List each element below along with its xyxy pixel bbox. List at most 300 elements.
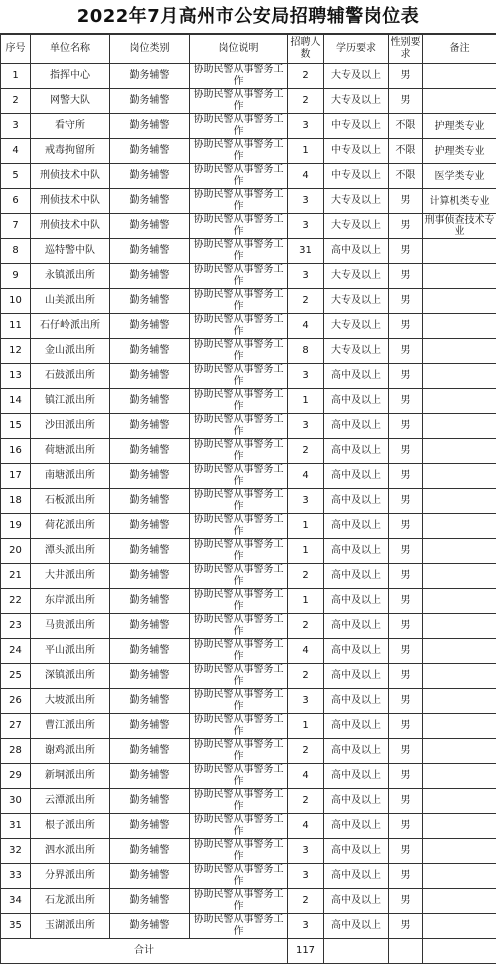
cell-unit: 石板派出所 — [31, 489, 110, 514]
cell-seq: 26 — [1, 689, 31, 714]
cell-education: 高中及以上 — [324, 889, 389, 914]
cell-description: 协助民警从事警务工作 — [190, 514, 288, 539]
cell-unit: 山美派出所 — [31, 289, 110, 314]
cell-education: 高中及以上 — [324, 439, 389, 464]
cell-education: 中专及以上 — [324, 114, 389, 139]
cell-unit: 石仔岭派出所 — [31, 314, 110, 339]
cell-note — [423, 864, 496, 889]
cell-category: 勤务辅警 — [110, 714, 190, 739]
cell-note — [423, 564, 496, 589]
cell-description: 协助民警从事警务工作 — [190, 239, 288, 264]
cell-category: 勤务辅警 — [110, 539, 190, 564]
cell-category: 勤务辅警 — [110, 239, 190, 264]
table-row — [1, 239, 496, 264]
cell-note — [423, 889, 496, 914]
header-count: 招聘人数 — [288, 35, 324, 64]
cell-description: 协助民警从事警务工作 — [190, 64, 288, 89]
cell-description: 协助民警从事警务工作 — [190, 289, 288, 314]
cell-description: 协助民警从事警务工作 — [190, 314, 288, 339]
header-education: 学历要求 — [324, 35, 389, 64]
cell-unit: 刑侦技术中队 — [31, 189, 110, 214]
cell-seq: 11 — [1, 314, 31, 339]
cell-category: 勤务辅警 — [110, 264, 190, 289]
cell-seq: 14 — [1, 389, 31, 414]
cell-unit: 新垌派出所 — [31, 764, 110, 789]
cell-gender: 男 — [389, 764, 423, 789]
cell-education: 高中及以上 — [324, 389, 389, 414]
cell-seq: 25 — [1, 664, 31, 689]
cell-seq: 19 — [1, 514, 31, 539]
cell-unit: 永镇派出所 — [31, 264, 110, 289]
cell-unit: 玉湖派出所 — [31, 914, 110, 939]
cell-education: 大专及以上 — [324, 89, 389, 114]
cell-note: 护理类专业 — [423, 139, 496, 164]
cell-unit: 平山派出所 — [31, 639, 110, 664]
cell-count: 3 — [288, 214, 324, 239]
total-empty-gender — [389, 939, 423, 964]
cell-unit: 刑侦技术中队 — [31, 164, 110, 189]
cell-education: 高中及以上 — [324, 764, 389, 789]
table-row — [1, 214, 496, 239]
cell-description: 协助民警从事警务工作 — [190, 889, 288, 914]
cell-education: 大专及以上 — [324, 264, 389, 289]
cell-gender: 男 — [389, 64, 423, 89]
cell-count: 3 — [288, 414, 324, 439]
cell-category: 勤务辅警 — [110, 789, 190, 814]
table-row — [1, 389, 496, 414]
cell-gender: 不限 — [389, 164, 423, 189]
cell-seq: 20 — [1, 539, 31, 564]
header-category: 岗位类别 — [110, 35, 190, 64]
cell-category: 勤务辅警 — [110, 89, 190, 114]
cell-description: 协助民警从事警务工作 — [190, 114, 288, 139]
cell-seq: 28 — [1, 739, 31, 764]
cell-count: 1 — [288, 139, 324, 164]
cell-unit: 潭头派出所 — [31, 539, 110, 564]
cell-category: 勤务辅警 — [110, 914, 190, 939]
cell-category: 勤务辅警 — [110, 614, 190, 639]
cell-count: 3 — [288, 914, 324, 939]
cell-note: 护理类专业 — [423, 114, 496, 139]
cell-seq: 15 — [1, 414, 31, 439]
cell-count: 3 — [288, 864, 324, 889]
cell-seq: 2 — [1, 89, 31, 114]
cell-description: 协助民警从事警务工作 — [190, 814, 288, 839]
cell-description: 协助民警从事警务工作 — [190, 664, 288, 689]
cell-seq: 7 — [1, 214, 31, 239]
cell-description: 协助民警从事警务工作 — [190, 214, 288, 239]
cell-seq: 4 — [1, 139, 31, 164]
table-row — [1, 264, 496, 289]
cell-count: 3 — [288, 114, 324, 139]
cell-seq: 34 — [1, 889, 31, 914]
cell-description: 协助民警从事警务工作 — [190, 739, 288, 764]
cell-description: 协助民警从事警务工作 — [190, 264, 288, 289]
cell-unit: 荷花派出所 — [31, 514, 110, 539]
cell-count: 2 — [288, 889, 324, 914]
cell-unit: 指挥中心 — [31, 64, 110, 89]
cell-unit: 刑侦技术中队 — [31, 214, 110, 239]
cell-education: 大专及以上 — [324, 314, 389, 339]
cell-description: 协助民警从事警务工作 — [190, 864, 288, 889]
cell-category: 勤务辅警 — [110, 164, 190, 189]
total-count: 117 — [288, 939, 324, 964]
cell-count: 3 — [288, 489, 324, 514]
cell-category: 勤务辅警 — [110, 364, 190, 389]
cell-gender: 男 — [389, 214, 423, 239]
cell-gender: 男 — [389, 839, 423, 864]
cell-seq: 27 — [1, 714, 31, 739]
cell-education: 高中及以上 — [324, 814, 389, 839]
total-row — [1, 939, 496, 964]
cell-category: 勤务辅警 — [110, 689, 190, 714]
cell-note — [423, 589, 496, 614]
cell-note — [423, 739, 496, 764]
table-row — [1, 164, 496, 189]
cell-gender: 男 — [389, 914, 423, 939]
cell-description: 协助民警从事警务工作 — [190, 464, 288, 489]
cell-note: 医学类专业 — [423, 164, 496, 189]
cell-count: 1 — [288, 389, 324, 414]
cell-note — [423, 64, 496, 89]
cell-education: 高中及以上 — [324, 464, 389, 489]
header-unit: 单位名称 — [31, 35, 110, 64]
cell-seq: 1 — [1, 64, 31, 89]
cell-description: 协助民警从事警务工作 — [190, 564, 288, 589]
cell-education: 高中及以上 — [324, 789, 389, 814]
cell-seq: 10 — [1, 289, 31, 314]
table-row — [1, 714, 496, 739]
cell-note — [423, 664, 496, 689]
cell-note — [423, 464, 496, 489]
table-row — [1, 739, 496, 764]
cell-category: 勤务辅警 — [110, 739, 190, 764]
cell-seq: 16 — [1, 439, 31, 464]
table-row — [1, 139, 496, 164]
total-empty-education — [324, 939, 389, 964]
cell-note — [423, 614, 496, 639]
cell-gender: 男 — [389, 639, 423, 664]
cell-unit: 根子派出所 — [31, 814, 110, 839]
cell-gender: 男 — [389, 564, 423, 589]
cell-note — [423, 764, 496, 789]
cell-gender: 男 — [389, 489, 423, 514]
cell-note — [423, 339, 496, 364]
cell-category: 勤务辅警 — [110, 564, 190, 589]
table-row — [1, 814, 496, 839]
cell-description: 协助民警从事警务工作 — [190, 89, 288, 114]
cell-description: 协助民警从事警务工作 — [190, 164, 288, 189]
cell-unit: 谢鸡派出所 — [31, 739, 110, 764]
cell-category: 勤务辅警 — [110, 289, 190, 314]
cell-unit: 镇江派出所 — [31, 389, 110, 414]
cell-education: 高中及以上 — [324, 689, 389, 714]
table-row — [1, 689, 496, 714]
cell-count: 4 — [288, 764, 324, 789]
cell-category: 勤务辅警 — [110, 339, 190, 364]
cell-gender: 男 — [389, 664, 423, 689]
table-row — [1, 364, 496, 389]
cell-gender: 男 — [389, 814, 423, 839]
cell-gender: 男 — [389, 339, 423, 364]
cell-description: 协助民警从事警务工作 — [190, 764, 288, 789]
cell-note — [423, 714, 496, 739]
cell-category: 勤务辅警 — [110, 414, 190, 439]
cell-seq: 30 — [1, 789, 31, 814]
cell-education: 高中及以上 — [324, 664, 389, 689]
cell-unit: 云潭派出所 — [31, 789, 110, 814]
cell-gender: 男 — [389, 439, 423, 464]
table-row — [1, 664, 496, 689]
cell-education: 大专及以上 — [324, 339, 389, 364]
cell-unit: 荷塘派出所 — [31, 439, 110, 464]
cell-description: 协助民警从事警务工作 — [190, 189, 288, 214]
cell-description: 协助民警从事警务工作 — [190, 789, 288, 814]
cell-seq: 5 — [1, 164, 31, 189]
cell-note — [423, 289, 496, 314]
cell-education: 高中及以上 — [324, 564, 389, 589]
cell-description: 协助民警从事警务工作 — [190, 589, 288, 614]
cell-description: 协助民警从事警务工作 — [190, 639, 288, 664]
cell-seq: 3 — [1, 114, 31, 139]
cell-gender: 男 — [389, 714, 423, 739]
cell-note: 刑事侦查技术专业 — [423, 214, 496, 239]
cell-education: 中专及以上 — [324, 164, 389, 189]
cell-education: 大专及以上 — [324, 214, 389, 239]
cell-count: 4 — [288, 464, 324, 489]
cell-description: 协助民警从事警务工作 — [190, 439, 288, 464]
table-row — [1, 314, 496, 339]
cell-count: 31 — [288, 239, 324, 264]
cell-count: 1 — [288, 539, 324, 564]
table-row — [1, 914, 496, 939]
cell-note — [423, 914, 496, 939]
cell-education: 高中及以上 — [324, 839, 389, 864]
cell-category: 勤务辅警 — [110, 214, 190, 239]
cell-unit: 大井派出所 — [31, 564, 110, 589]
cell-seq: 22 — [1, 589, 31, 614]
cell-gender: 男 — [389, 89, 423, 114]
table-row — [1, 289, 496, 314]
cell-note: 计算机类专业 — [423, 189, 496, 214]
cell-gender: 男 — [389, 889, 423, 914]
cell-note — [423, 514, 496, 539]
cell-seq: 8 — [1, 239, 31, 264]
cell-note — [423, 689, 496, 714]
cell-seq: 29 — [1, 764, 31, 789]
cell-note — [423, 414, 496, 439]
cell-count: 2 — [288, 739, 324, 764]
cell-gender: 不限 — [389, 139, 423, 164]
cell-count: 2 — [288, 439, 324, 464]
cell-education: 高中及以上 — [324, 239, 389, 264]
cell-note — [423, 839, 496, 864]
table-row — [1, 589, 496, 614]
cell-count: 4 — [288, 639, 324, 664]
cell-count: 4 — [288, 814, 324, 839]
cell-unit: 大坡派出所 — [31, 689, 110, 714]
cell-category: 勤务辅警 — [110, 664, 190, 689]
table-row — [1, 464, 496, 489]
cell-category: 勤务辅警 — [110, 514, 190, 539]
cell-seq: 21 — [1, 564, 31, 589]
cell-category: 勤务辅警 — [110, 489, 190, 514]
cell-count: 3 — [288, 364, 324, 389]
table-row — [1, 539, 496, 564]
table-row — [1, 639, 496, 664]
cell-unit: 分界派出所 — [31, 864, 110, 889]
cell-unit: 泗水派出所 — [31, 839, 110, 864]
cell-note — [423, 239, 496, 264]
cell-count: 1 — [288, 589, 324, 614]
cell-gender: 男 — [389, 864, 423, 889]
cell-count: 2 — [288, 564, 324, 589]
cell-unit: 沙田派出所 — [31, 414, 110, 439]
cell-gender: 男 — [389, 289, 423, 314]
cell-count: 1 — [288, 514, 324, 539]
cell-gender: 男 — [389, 364, 423, 389]
table-row — [1, 764, 496, 789]
cell-gender: 男 — [389, 539, 423, 564]
cell-seq: 31 — [1, 814, 31, 839]
table-row — [1, 89, 496, 114]
cell-count: 8 — [288, 339, 324, 364]
cell-gender: 男 — [389, 264, 423, 289]
cell-description: 协助民警从事警务工作 — [190, 714, 288, 739]
cell-count: 2 — [288, 789, 324, 814]
cell-note — [423, 264, 496, 289]
cell-unit: 戒毒拘留所 — [31, 139, 110, 164]
cell-unit: 马贵派出所 — [31, 614, 110, 639]
cell-count: 4 — [288, 314, 324, 339]
cell-description: 协助民警从事警务工作 — [190, 489, 288, 514]
table-row — [1, 339, 496, 364]
cell-category: 勤务辅警 — [110, 839, 190, 864]
cell-category: 勤务辅警 — [110, 189, 190, 214]
cell-description: 协助民警从事警务工作 — [190, 414, 288, 439]
cell-education: 高中及以上 — [324, 514, 389, 539]
cell-education: 高中及以上 — [324, 739, 389, 764]
cell-seq: 23 — [1, 614, 31, 639]
cell-note — [423, 789, 496, 814]
cell-description: 协助民警从事警务工作 — [190, 614, 288, 639]
total-empty-note — [423, 939, 496, 964]
header-gender: 性别要求 — [389, 35, 423, 64]
table-row — [1, 114, 496, 139]
cell-count: 2 — [288, 64, 324, 89]
cell-note — [423, 639, 496, 664]
table-body — [1, 64, 496, 939]
cell-count: 1 — [288, 714, 324, 739]
table-row — [1, 64, 496, 89]
cell-note — [423, 814, 496, 839]
cell-seq: 33 — [1, 864, 31, 889]
cell-education: 高中及以上 — [324, 589, 389, 614]
cell-unit: 石龙派出所 — [31, 889, 110, 914]
cell-gender: 男 — [389, 389, 423, 414]
cell-gender: 男 — [389, 614, 423, 639]
cell-unit: 巡特警中队 — [31, 239, 110, 264]
cell-seq: 12 — [1, 339, 31, 364]
job-table — [0, 34, 496, 964]
cell-description: 协助民警从事警务工作 — [190, 389, 288, 414]
cell-note — [423, 539, 496, 564]
table-row — [1, 564, 496, 589]
cell-seq: 6 — [1, 189, 31, 214]
cell-description: 协助民警从事警务工作 — [190, 914, 288, 939]
cell-gender: 男 — [389, 314, 423, 339]
table-row — [1, 614, 496, 639]
table-row — [1, 864, 496, 889]
header-description: 岗位说明 — [190, 35, 288, 64]
cell-unit: 曹江派出所 — [31, 714, 110, 739]
cell-education: 高中及以上 — [324, 714, 389, 739]
cell-seq: 35 — [1, 914, 31, 939]
cell-count: 3 — [288, 264, 324, 289]
cell-education: 高中及以上 — [324, 864, 389, 889]
cell-unit: 深镇派出所 — [31, 664, 110, 689]
cell-count: 4 — [288, 164, 324, 189]
cell-category: 勤务辅警 — [110, 764, 190, 789]
cell-gender: 男 — [389, 239, 423, 264]
cell-count: 2 — [288, 664, 324, 689]
cell-description: 协助民警从事警务工作 — [190, 139, 288, 164]
table-row — [1, 414, 496, 439]
table-row — [1, 789, 496, 814]
cell-category: 勤务辅警 — [110, 139, 190, 164]
header-seq: 序号 — [1, 35, 31, 64]
cell-description: 协助民警从事警务工作 — [190, 339, 288, 364]
cell-seq: 9 — [1, 264, 31, 289]
header-note: 备注 — [423, 35, 496, 64]
cell-unit: 石鼓派出所 — [31, 364, 110, 389]
cell-education: 高中及以上 — [324, 364, 389, 389]
cell-unit: 看守所 — [31, 114, 110, 139]
cell-gender: 男 — [389, 689, 423, 714]
cell-category: 勤务辅警 — [110, 589, 190, 614]
table-row — [1, 189, 496, 214]
cell-category: 勤务辅警 — [110, 864, 190, 889]
cell-seq: 24 — [1, 639, 31, 664]
cell-category: 勤务辅警 — [110, 889, 190, 914]
cell-category: 勤务辅警 — [110, 439, 190, 464]
cell-gender: 男 — [389, 589, 423, 614]
cell-gender: 不限 — [389, 114, 423, 139]
cell-category: 勤务辅警 — [110, 314, 190, 339]
cell-education: 中专及以上 — [324, 139, 389, 164]
cell-note — [423, 489, 496, 514]
table-row — [1, 489, 496, 514]
cell-description: 协助民警从事警务工作 — [190, 839, 288, 864]
cell-unit: 网警大队 — [31, 89, 110, 114]
cell-count: 2 — [288, 89, 324, 114]
cell-gender: 男 — [389, 189, 423, 214]
table-row — [1, 439, 496, 464]
cell-gender: 男 — [389, 514, 423, 539]
cell-count: 3 — [288, 839, 324, 864]
cell-gender: 男 — [389, 789, 423, 814]
cell-unit: 金山派出所 — [31, 339, 110, 364]
cell-count: 3 — [288, 189, 324, 214]
cell-gender: 男 — [389, 464, 423, 489]
cell-education: 高中及以上 — [324, 414, 389, 439]
cell-count: 2 — [288, 289, 324, 314]
cell-note — [423, 314, 496, 339]
cell-category: 勤务辅警 — [110, 389, 190, 414]
cell-education: 大专及以上 — [324, 64, 389, 89]
cell-education: 大专及以上 — [324, 189, 389, 214]
cell-category: 勤务辅警 — [110, 64, 190, 89]
